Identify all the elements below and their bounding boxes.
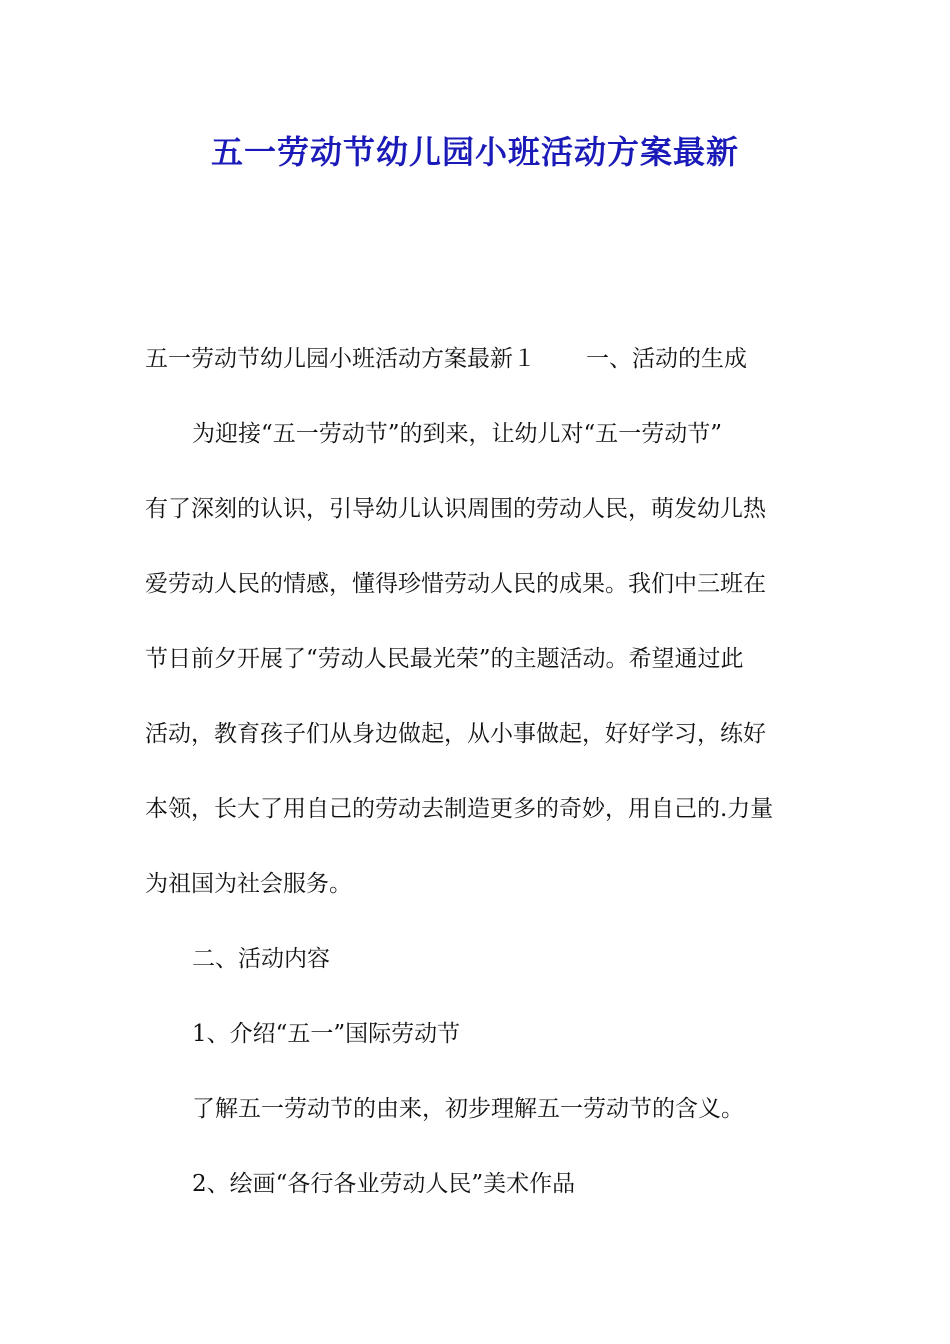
paragraph-line: 爱劳动人民的情感，懂得珍惜劳动人民的成果。我们中三班在 (145, 571, 766, 597)
paragraph-line: 有了深刻的认识，引导幼儿认识周围的劳动人民，萌发幼儿热 (145, 496, 766, 522)
paragraph-line: 本领，长大了用自己的劳动去制造更多的奇妙，用自己的.力量 (145, 796, 774, 822)
document-body (145, 322, 810, 1222)
plan-heading: 五一劳动节幼儿园小班活动方案最新１ (145, 346, 536, 372)
section-heading-line (145, 322, 810, 397)
document-title: 五一劳动节幼儿园小班活动方案最新 (210, 133, 739, 171)
section-2-heading: 二、活动内容 (192, 946, 330, 972)
list-item: 1、介绍“五一”国际劳动节 (192, 1021, 461, 1047)
section-1-heading: 一、活动的生成 (586, 346, 747, 372)
paragraph-line: 节日前夕开展了“劳动人民最光荣”的主题活动。希望通过此 (145, 646, 744, 672)
list-item-description: 了解五一劳动节的由来，初步理解五一劳动节的含义。 (192, 1096, 744, 1122)
paragraph-line: 为迎接“五一劳动节”的到来，让幼儿对“五一劳动节” (192, 421, 723, 447)
paragraph-line: 为祖国为社会服务。 (145, 871, 352, 897)
paragraph-line: 活动，教育孩子们从身边做起，从小事做起，好好学习，练好 (145, 721, 766, 747)
list-item: 2、绘画“各行各业劳动人民”美术作品 (192, 1171, 576, 1197)
